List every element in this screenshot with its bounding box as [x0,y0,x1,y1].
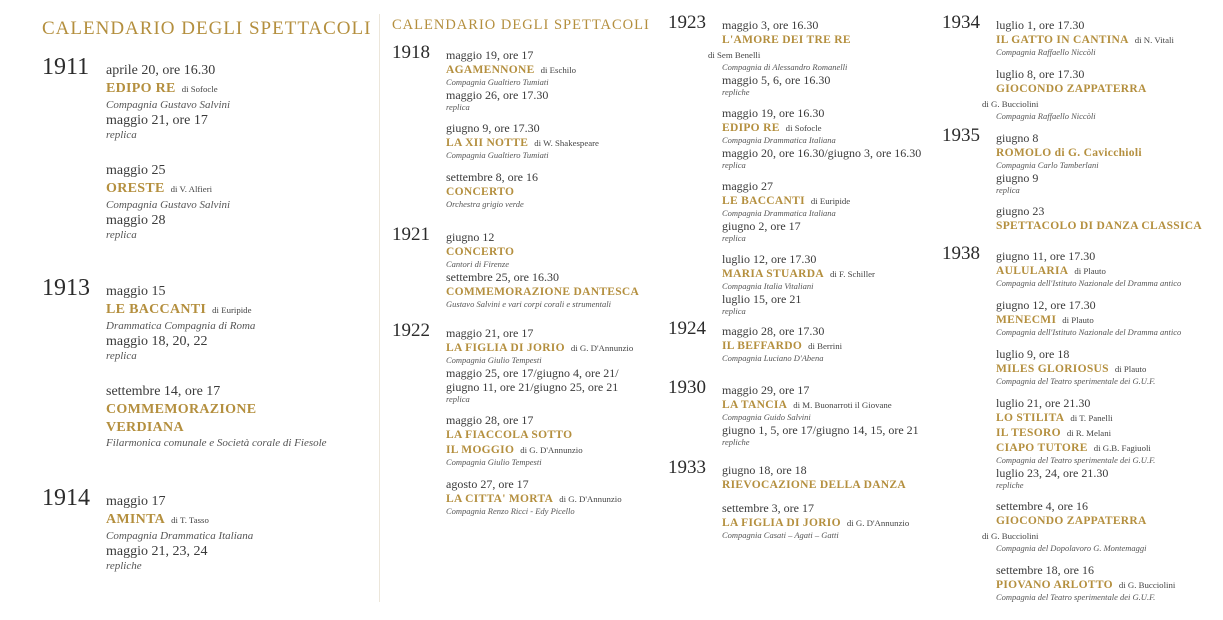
replica-note: repliche [722,87,750,97]
performance-date: maggio 21, ore 17 [446,326,534,340]
company-name: Compagnia Gustavo Salvini [106,99,231,111]
title-line [996,218,1202,233]
author-credit: di G.B. Fagiuoli [1093,443,1151,453]
year-label: 1938 [942,243,980,264]
entry-spacer [446,468,633,477]
replica-note: replica [722,160,746,170]
performance-date: maggio 26, ore 17.30 [446,88,549,102]
title-line [996,81,1174,96]
performance-title: LE BACCANTI [722,195,805,207]
entry-list [106,62,230,242]
author-credit: di Eschilo [540,65,577,75]
performance-entry [722,73,921,97]
performance-entry [722,324,842,364]
performance-date: maggio 19, ore 17 [446,48,534,62]
year-label: 1918 [392,42,430,63]
performance-entry [106,383,327,450]
title-line [722,120,921,135]
performance-entry [996,298,1181,338]
performance-title: LA TANCIA [722,399,788,411]
company-name: Compagnia Carlo Tamberlani [996,160,1099,170]
performance-entry [982,67,1174,122]
performance-date: aprile 20, ore 16.30 [106,63,216,78]
performance-entry [446,48,599,88]
replica-note: replica [106,129,137,141]
author-credit: di T. Panelli [1070,413,1113,423]
title-line [446,62,599,77]
replica-note: repliche [106,560,142,572]
performance-date: giugno 18, ore 18 [722,463,807,477]
performance-entry [446,88,599,112]
performance-date: settembre 8, ore 16 [446,170,538,184]
performance-entry [106,62,230,112]
author-credit: di Berrini [808,341,843,351]
performance-date: luglio 21, ore 21.30 [996,396,1091,410]
title-line [996,440,1181,455]
author-credit: di G. D'Annunzio [520,445,583,455]
performance-entry [446,477,633,517]
entry-list [722,383,919,447]
company-name: Compagnia Gustavo Salvini [106,199,231,211]
performance-title: LA FIACCOLA SOTTO [446,429,573,441]
year-label: 1924 [668,318,706,339]
title-line [996,263,1181,278]
company-name: Compagnia Gualtiero Tumiati [446,77,549,87]
performance-date: maggio 29, ore 17 [722,383,810,397]
performance-entry [996,466,1181,490]
title-line [446,442,633,457]
replica-note: replica [722,233,746,243]
author-credit: di M. Buonarroti il Giovane [793,400,892,410]
entry-list [446,48,599,210]
title-line [446,427,633,442]
performance-date: settembre 25, ore 16.30 [446,270,559,284]
column-heading: CALENDARIO DEGLI SPETTACOLI [392,17,650,33]
title-line [722,32,921,47]
year-label: 1923 [668,12,706,33]
author-credit: di Plauto [1114,364,1147,374]
performance-title: GIOCONDO ZAPPATERRA [996,83,1147,95]
title-line [446,135,599,150]
company-name: Compagnia Casati – Agati – Gatti [722,530,839,540]
performance-entry [996,249,1181,289]
company-name: Compagnia Luciano D'Abena [722,353,824,363]
performance-date: giugno 9 [996,171,1039,185]
replica-note: replica [106,229,137,241]
performance-date: giugno 8 [996,131,1039,145]
author-credit: di G. D'Annunzio [559,494,622,504]
year-label: 1921 [392,224,430,245]
author-credit: di Plauto [1074,266,1106,276]
author-credit: di T. Tasso [171,515,209,525]
performance-title: EDIPO RE [722,122,780,134]
title-line [996,513,1181,528]
performance-title: RIEVOCAZIONE DELLA DANZA [722,479,906,491]
replica-note: replica [722,306,746,316]
performance-entry [996,131,1202,171]
company-name: Compagnia Drammatica Italiana [106,530,254,542]
year-label: 1933 [668,457,706,478]
company-name: Filarmonica comunale e Società corale di Fiesole [106,437,327,449]
replica-note: replica [106,350,137,362]
author-credit: di G. Bucciolini [982,99,1039,109]
author-credit: di Sofocle [785,123,822,133]
title-line [722,266,921,281]
author-line [982,96,1174,111]
performance-title: AMINTA [106,512,166,527]
performance-date: settembre 14, ore 17 [106,384,221,399]
entry-spacer [996,289,1181,298]
performance-date: maggio 25, ore 17/giugno 4, ore 21/ [446,366,619,380]
performance-entry [446,366,633,404]
performance-entry [722,383,919,423]
company-name: Compagnia Giulio Tempesti [446,355,542,365]
performance-entry [996,347,1181,387]
title-line [106,400,327,418]
performance-date: giugno 23 [996,204,1045,218]
performance-date: maggio 18, 20, 22 [106,334,208,349]
title-line [722,338,842,353]
replica-note: replica [446,102,470,112]
title-line [446,340,633,355]
performance-date: maggio 20, ore 16.30/giugno 3, ore 16.30 [722,146,922,160]
performance-title: EDIPO RE [106,81,176,96]
performance-title: COMMEMORAZIONE [106,402,257,417]
performance-title: LE BACCANTI [106,302,207,317]
performance-entry [446,121,599,161]
performance-date: giugno 11, ore 17.30 [996,249,1096,263]
entry-spacer [996,58,1174,67]
performance-entry [106,333,327,363]
performance-title: LA CITTA' MORTA [446,493,554,505]
company-name: Orchestra grigio verde [446,199,524,209]
author-credit: di G. Bucciolini [982,531,1039,541]
author-line [982,528,1181,543]
entry-list [722,324,842,364]
performance-title: LA XII NOTTE [446,137,529,149]
performance-date: maggio 17 [106,494,166,509]
company-name: Drammatica Compagnia di Roma [106,320,256,332]
title-line [106,179,230,198]
performance-title: MENECMI [996,314,1057,326]
entry-spacer [996,387,1181,396]
performance-date: luglio 9, ore 18 [996,347,1070,361]
performance-date: maggio 19, ore 16.30 [722,106,825,120]
title-line [106,510,253,529]
entry-spacer [996,338,1181,347]
entry-spacer [106,142,230,162]
author-credit: di R. Melani [1066,428,1112,438]
performance-entry [106,283,327,333]
company-name: Compagnia Raffaello Niccòli [996,111,1096,121]
performance-entry [722,463,909,492]
performance-title: CONCERTO [446,186,515,198]
performance-date: settembre 4, ore 16 [996,499,1088,513]
title-line [996,361,1181,376]
company-name: Compagnia dell'Istituto Nazionale del Dramma antico [996,327,1182,337]
performance-title: IL BEFFARDO [722,340,803,352]
performance-title: AGAMENNONE [446,64,535,76]
performance-entry [996,18,1174,58]
year-label: 1913 [42,275,90,301]
performance-entry [722,252,921,292]
performance-entry [996,171,1202,195]
entry-list [708,18,922,316]
company-name: Compagnia Italia Vitaliani [722,281,814,291]
company-name: Compagnia di Alessandro Romanelli [722,62,848,72]
title-line [996,312,1181,327]
author-credit: di F. Schiller [829,269,875,279]
performance-title: LA FIGLIA DI JORIO [722,517,841,529]
performance-entry [708,18,921,73]
performance-entry [106,112,230,142]
company-name: Cantori di Firenze [446,259,509,269]
author-credit: di G. Bucciolini [1118,580,1176,590]
company-name: Compagnia Guido Salvini [722,412,811,422]
performance-title: CONCERTO [446,246,515,258]
author-credit: di Plauto [1062,315,1094,325]
performance-title: COMMEMORAZIONE DANTESCA [446,286,640,298]
performance-date: giugno 12 [446,230,495,244]
title-line [996,425,1181,440]
performance-title: MARIA STUARDA [722,268,824,280]
title-line [996,32,1174,47]
year-label: 1922 [392,320,430,341]
author-credit: di Sem Benelli [708,50,761,60]
column-divider [379,14,380,602]
performance-title: LO STILITA [996,412,1065,424]
title-line [446,184,599,199]
performance-date: luglio 12, ore 17.30 [722,252,817,266]
company-name: Compagnia dell'Istituto Nazionale del Dramma antico [996,278,1182,288]
company-name: Compagnia Renzo Ricci - Edy Picello [446,506,575,516]
performance-title: SPETTACOLO DI DANZA CLASSICA [996,220,1202,232]
author-line [708,47,921,62]
company-name: Compagnia Drammatica Italiana [722,208,836,218]
company-name: Compagnia Giulio Tempesti [446,457,542,467]
performance-date: agosto 27, ore 17 [446,477,529,491]
performance-date: giugno 2, ore 17 [722,219,801,233]
year-label: 1911 [42,54,90,80]
company-name: Compagnia del Dopolavoro G. Montemaggi [996,543,1147,553]
performance-date: luglio 8, ore 17.30 [996,67,1085,81]
performance-date: luglio 15, ore 21 [722,292,802,306]
entry-spacer [722,170,921,179]
performance-entry [722,106,921,146]
performance-entry [722,219,921,243]
page-heading: CALENDARIO DEGLI SPETTACOLI [42,18,372,39]
title-line [446,244,639,259]
replica-note: replica [446,394,470,404]
author-credit: di Euripide [212,305,252,315]
performance-title: CIAPO TUTORE [996,442,1088,454]
performance-date: giugno 1, 5, ore 17/giugno 14, 15, ore 21 [722,423,919,437]
performance-entry [446,170,599,210]
replica-note: repliche [722,437,750,447]
performance-date: settembre 3, ore 17 [722,501,814,515]
entry-spacer [446,161,599,170]
performance-entry [106,212,230,242]
performance-date: giugno 12, ore 17.30 [996,298,1096,312]
company-name: Compagnia Raffaello Niccòli [996,47,1096,57]
performance-entry [722,292,921,316]
performance-title: GIOCONDO ZAPPATERRA [996,515,1147,527]
performance-date: maggio 25 [106,163,166,178]
performance-title: ROMOLO di G. Cavicchioli [996,147,1142,159]
entry-list [106,283,327,450]
performance-date: maggio 28, ore 17 [446,413,534,427]
title-line [446,491,633,506]
title-line [722,515,909,530]
performance-title: PIOVANO ARLOTTO [996,579,1113,591]
performance-entry [722,501,909,541]
entry-list [446,326,633,517]
performance-title: IL MOGGIO [446,444,515,456]
replica-note: replica [996,185,1020,195]
performance-entry [446,326,633,366]
performance-title: L'AMORE DEI TRE RE [722,34,851,46]
entry-spacer [446,112,599,121]
author-credit: di G. D'Annunzio [846,518,910,528]
performance-title: IL GATTO IN CANTINA [996,34,1129,46]
company-name: Compagnia del Teatro sperimentale dei G.U.F. [996,592,1156,602]
entry-spacer [722,243,921,252]
author-credit: di Euripide [810,196,851,206]
performance-date: maggio 15 [106,284,166,299]
entry-list [722,463,909,541]
performance-entry [446,230,639,270]
year-label: 1930 [668,377,706,398]
performance-entry [996,204,1202,233]
entry-list [982,18,1174,122]
performance-entry [982,499,1181,554]
replica-note: repliche [996,480,1024,490]
performance-date: giugno 11, ore 21/giugno 25, ore 21 [446,380,619,394]
performance-entry [996,396,1181,466]
entry-list [982,249,1182,603]
performance-date: maggio 21, ore 17 [106,113,208,128]
performance-title: IL TESORO [996,427,1061,439]
entry-spacer [996,195,1202,204]
entry-spacer [722,97,921,106]
entry-spacer [996,490,1181,499]
company-name: Compagnia del Teatro sperimentale dei G.U.F. [996,376,1156,386]
company-name: Compagnia del Teatro sperimentale dei G.U.F. [996,455,1156,465]
year-label: 1934 [942,12,980,33]
performance-date: settembre 18, ore 16 [996,563,1094,577]
company-name: Compagnia Drammatica Italiana [722,135,836,145]
entry-list [106,493,253,573]
performance-entry [446,413,633,468]
performance-title: ORESTE [106,181,165,196]
author-credit: di Sofocle [181,84,218,94]
company-name: Gustavo Salvini e vari corpi corali e strumentali [446,299,612,309]
title-line [722,397,919,412]
entry-spacer [722,492,909,501]
author-credit: di G. D'Annunzio [570,343,634,353]
author-credit: di V. Alfieri [170,184,213,194]
performance-entry [722,146,921,170]
title-line [996,410,1181,425]
year-label: 1914 [42,485,90,511]
performance-entry [106,493,253,543]
performance-date: luglio 1, ore 17.30 [996,18,1085,32]
performance-title: AULULARIA [996,265,1069,277]
performance-entry [106,543,253,573]
performance-date: maggio 3, ore 16.30 [722,18,819,32]
entry-spacer [996,554,1181,563]
performance-entry [106,162,230,212]
performance-title: LA FIGLIA DI JORIO [446,342,565,354]
title-line [446,284,639,299]
title-line [106,300,327,319]
title-line [106,79,230,98]
performance-entry [722,423,919,447]
title-line [722,477,909,492]
performance-date: maggio 27 [722,179,773,193]
performance-entry [996,563,1181,603]
title-line [106,418,327,436]
performance-date: giugno 9, ore 17.30 [446,121,540,135]
year-label: 1935 [942,125,980,146]
company-name: Compagnia Gualtiero Tumiati [446,150,549,160]
author-credit: di W. Shakespeare [534,138,599,148]
entry-spacer [106,363,327,383]
title-line [996,577,1181,592]
performance-date: maggio 28 [106,213,166,228]
title-line [996,145,1202,160]
author-credit: di N. Vitali [1134,35,1174,45]
performance-title: VERDIANA [106,420,184,435]
entry-list [996,131,1202,233]
performance-title: MILES GLORIOSUS [996,363,1109,375]
entry-spacer [446,404,633,413]
performance-date: maggio 5, 6, ore 16.30 [722,73,831,87]
performance-date: luglio 23, 24, ore 21.30 [996,466,1109,480]
performance-date: maggio 21, 23, 24 [106,544,208,559]
entry-list [446,230,639,310]
performance-entry [722,179,921,219]
performance-date: maggio 28, ore 17.30 [722,324,825,338]
title-line [722,193,921,208]
performance-entry [446,270,639,310]
